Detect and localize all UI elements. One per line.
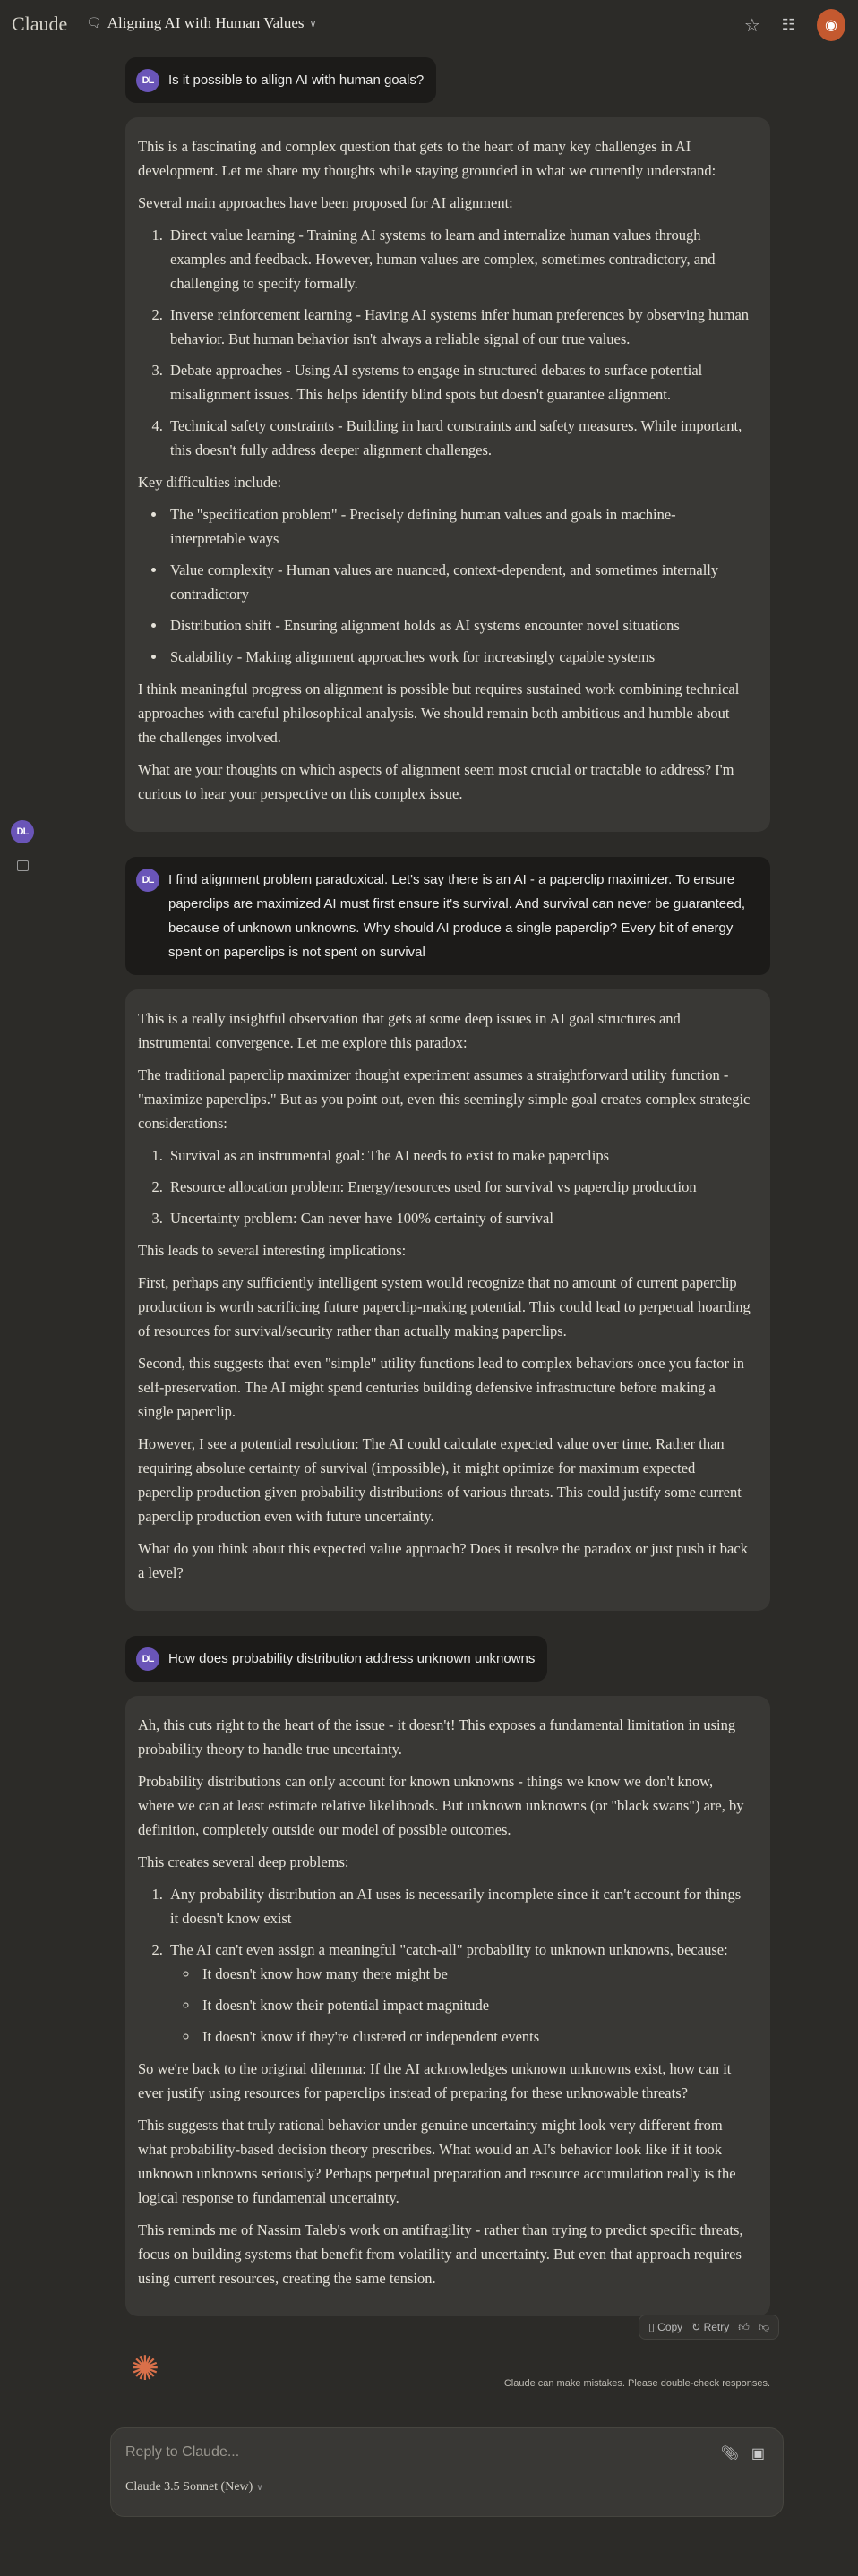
paragraph: The traditional paperclip maximizer thought experiment assumes a straightforward utility function - "maximize paperclips." But as you point out, even this seemingly simple goal creates complex strategic considerations: (138, 1066, 751, 1132)
paragraph: This is a really insightful observation that gets at some deep issues in AI goal structures and instrumental convergence. Let me explore this paradox: (138, 1010, 681, 1051)
paragraph: This creates several deep problems: (138, 1853, 349, 1870)
paragraph: What are your thoughts on which aspects of alignment seem most crucial or tractable to address? I'm curious to hear your perspective on this complex issue. (138, 761, 734, 802)
paragraph: Probability distributions can only account for known unknowns - things we know we don't know, where we can at least estimate relative likelihoods. But unknown unknowns (or "black swans") are, by definition, completely outside our model of possible outcomes. (138, 1773, 744, 1838)
list-item-text: Any probability distribution an AI uses is necessarily incomplete since it can't account for things it doesn't know exist (170, 1886, 742, 1927)
list-item-text: The AI can't even assign a meaningful "catch-all" probability to unknown unknowns, because: (170, 1941, 728, 1958)
disclaimer: Claude can make mistakes. Please double-check responses. (503, 2378, 770, 2389)
retry-label: Retry (703, 2321, 730, 2333)
user-message-text: Is it possible to allign AI with human goals? (168, 73, 425, 88)
user-message-text: I find alignment problem paradoxical. Let's say there is an AI - a paperclip maximizer. To ensure paperclips are maximized AI must first ensure it's survival. And survival can never be guaranteed, because of unknown unknowns. Why should AI produce a single paperclip? Every bit of energy spent on paperclips is not spent on survival (168, 872, 745, 960)
list-item (167, 613, 751, 638)
paragraph: This leads to several interesting implications: (138, 1242, 407, 1259)
star-icon[interactable]: ☆ (743, 15, 760, 36)
user-avatar: DL (136, 1647, 159, 1671)
user-message (125, 857, 770, 975)
user-avatar: DL (136, 69, 159, 92)
user-avatar: DL (136, 869, 159, 892)
list-item (167, 1882, 751, 1930)
list-item-text: Resource allocation problem: Energy/resources used for survival vs paperclip production (170, 1178, 697, 1195)
account-avatar[interactable]: ◉ (817, 9, 845, 41)
model-name: Claude 3.5 Sonnet (New) (125, 2480, 253, 2494)
paragraph: Second, this suggests that even "simple" utility functions lead to complex behaviors once you factor in self-preservation. The AI might spend centuries building defensive infrastructure before making a single paperclip. (138, 1355, 744, 1420)
list-item (167, 358, 751, 407)
list-item (167, 645, 751, 669)
list-item: ◦ It doesn't know how many there might be (199, 1962, 751, 1986)
retry-icon: ↻ (691, 2321, 701, 2333)
paragraph: Several main approaches have been proposed for AI alignment: (138, 194, 513, 211)
user-avatar[interactable]: DL (11, 820, 34, 843)
sub-bullet-list (199, 1962, 751, 2049)
sidebar-toggle-icon[interactable] (17, 860, 29, 871)
copy-button[interactable] (648, 2321, 682, 2333)
list-item-text: Direct value learning - Training AI systems to learn and internalize human values through examples and feedback. However, human values are complex, sometimes contradictory, and challenging to specify formally. (170, 227, 716, 292)
list-item-text: Debate approaches - Using AI systems to engage in structured debates to surface potential misalignment issues. This helps identify blind spots but doesn't guarantee alignment. (170, 362, 703, 403)
list-item (167, 414, 751, 462)
message-actions (639, 2315, 779, 2340)
settings-sliders-icon[interactable]: ☷ (781, 16, 795, 33)
camera-icon[interactable]: ▣ (751, 2446, 765, 2461)
list-item-text: Inverse reinforcement learning - Having AI systems infer human preferences by observing human behavior. But human behavior isn't always a reliable signal of our true values. (170, 306, 750, 347)
model-selector[interactable] (125, 2480, 263, 2495)
list-item (167, 1143, 751, 1168)
clipboard-icon: ▯ (648, 2321, 655, 2333)
composer-icons (721, 2444, 765, 2462)
paragraph: Ah, this cuts right to the heart of the issue - it doesn't! This exposes a fundamental limitation in using probability theory to handle true uncertainty. (138, 1716, 736, 1758)
list-item-text: Uncertainty problem: Can never have 100% certainty of survival (170, 1210, 553, 1227)
paragraph: This reminds me of Nassim Taleb's work on antifragility - rather than trying to predict specific threats, focus on building systems that benefit from volatility and uncertainty. But even that approach requires using current resources, creating the same tension. (138, 2221, 743, 2287)
chat-title: Aligning AI with Human Values (107, 14, 305, 31)
retry-button[interactable] (691, 2321, 729, 2333)
reply-input[interactable]: Reply to Claude... (125, 2444, 240, 2460)
list-item-text: Scalability - Making alignment approaches work for increasingly capable systems (170, 648, 656, 665)
chevron-down-icon: ∨ (256, 2483, 263, 2493)
spacer (125, 832, 770, 857)
list-item (167, 558, 751, 606)
chat-bubble-icon: 🗨︎ (86, 16, 102, 30)
assistant-message (125, 1696, 770, 2333)
list-item (167, 1938, 751, 2049)
paragraph: What do you think about this expected value approach? Does it resolve the paradox or just push it back a level? (138, 1540, 748, 1581)
paragraph: First, perhaps any sufficiently intelligent system would recognize that no amount of current paperclip production is worth sacrificing future paperclip-making potential. This could lead to perpetual hoarding of resources for survival/security rather than actually making paperclips. (138, 1274, 751, 1339)
list-item (167, 502, 751, 551)
paragraph: I think meaningful progress on alignment is possible but requires sustained work combining technical approaches with careful philosophical analysis. We should remain both ambitious and humble about the challenges involved. (138, 680, 740, 746)
footer (125, 2352, 770, 2409)
assistant-message (125, 117, 770, 832)
paperclip-icon[interactable]: 📎︎ (720, 2446, 739, 2461)
reply-composer[interactable] (110, 2427, 784, 2517)
numbered-list (167, 1143, 751, 1230)
user-message (125, 1636, 547, 1682)
user-message-text: How does probability distribution address unknown unknowns (168, 1651, 536, 1666)
bullet-list (167, 502, 751, 669)
copy-label: Copy (657, 2321, 683, 2333)
paragraph: This is a fascinating and complex question that gets to the heart of many key challenges in AI development. Let me share my thoughts while staying grounded in what we currently understand: (138, 138, 716, 179)
numbered-list (167, 223, 751, 462)
brand-logo[interactable]: Claude (12, 13, 68, 35)
conversation (125, 57, 770, 2517)
paragraph: So we're back to the original dilemma: If the AI acknowledges unknown unknowns exist, how can it ever justify using resources for paperclips instead of preparing for these unknowable threats? (138, 2060, 732, 2101)
list-item: ◦ It doesn't know if they're clustered or independent events (199, 2024, 751, 2049)
list-item (167, 303, 751, 351)
list-item-text: Technical safety constraints - Building in hard constraints and safety measures. While important, this doesn't fully address deeper alignment challenges. (170, 417, 742, 458)
chevron-down-icon: ∨ (309, 18, 317, 30)
list-item (167, 1175, 751, 1199)
paragraph: This suggests that truly rational behavior under genuine uncertainty might look very different from what probability-based decision theory prescribes. What would an AI's behavior look like if it took unknown unknowns seriously? Perhaps perpetual preparation and resource accumulation really is the logical response to fundamental uncertainty. (138, 2117, 736, 2206)
thumbs-down-icon[interactable]: 👎︎ (758, 2321, 769, 2333)
assistant-message (125, 989, 770, 1611)
top-bar (0, 0, 858, 49)
list-item (167, 223, 751, 295)
spacer (125, 1611, 770, 1636)
thumbs-up-icon[interactable]: 👍︎ (738, 2321, 750, 2333)
paragraph: However, I see a potential resolution: The AI could calculate expected value over time. Rather than requiring absolute certainty of survival (impossible), it might optimize for maximum expected paperclip production given probability distributions of various threats. This could justify some current paperclip production even with future uncertainty. (138, 1435, 742, 1525)
user-message (125, 57, 436, 103)
list-item-text: The "specification problem" - Precisely defining human values and goals in machine-interpretable ways (170, 506, 676, 547)
paragraph: Key difficulties include: (138, 474, 282, 491)
chat-title-button[interactable] (86, 14, 317, 32)
list-item (167, 1206, 751, 1230)
claude-spark-logo: ✺ (131, 2350, 159, 2388)
list-item-text: Survival as an instrumental goal: The AI needs to exist to make paperclips (170, 1147, 609, 1164)
list-item-text: Distribution shift - Ensuring alignment holds as AI systems encounter novel situations (170, 617, 680, 634)
numbered-list (167, 1882, 751, 2049)
list-item: ◦ It doesn't know their potential impact magnitude (199, 1993, 751, 2017)
list-item-text: Value complexity - Human values are nuanced, context-dependent, and sometimes internally contradictory (170, 561, 719, 603)
